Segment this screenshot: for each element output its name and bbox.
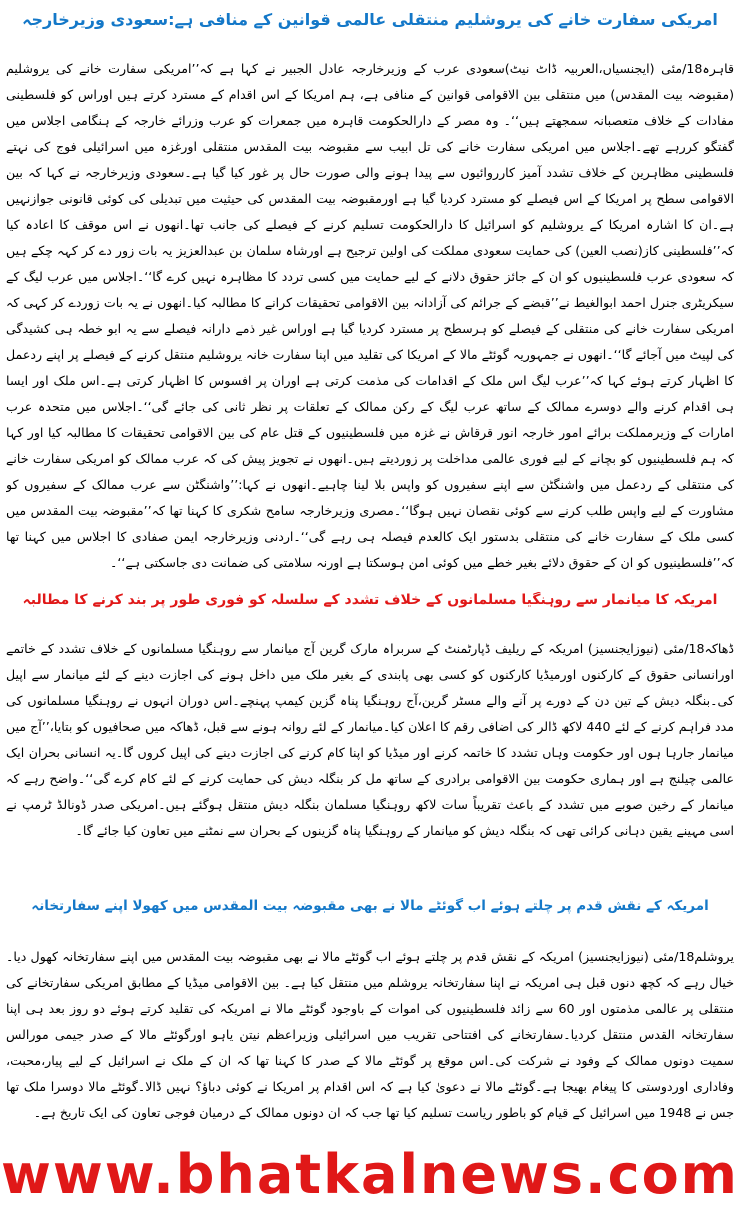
story3-headline: امریکہ کے نقش قدم پر چلتے ہوئے اب گوئٹے مالا نے بھی مقبوضہ بیت المقدس میں کھولا اپنے سفارتخانہ (31, 898, 709, 914)
story1-body: قاہرہ18/مئی (ایجنسیاں،العربیہ ڈاٹ نیٹ)سعودی عرب کے وزیرخارجہ عادل الجبیر نے کہا ہے کہ’’امریکی سفارت خانے کی یروشلیم (مقبوضہ بیت المقدس) میں منتقلی بین الاقوامی قوانین کے منافی ہے، ہم امریکا کے اس اقدام کے مسترد کرتے ہیں اوراس کو فلسطینی مفادات کے خلاف متعصبانہ سمجھتے ہیں‘‘۔ وہ مصر کے دارالحکومت قاہرہ میں جمعرات کو عرب وزرائے خارجہ کے ہنگامی اجلاس میں گفتگو کررہے تھے۔اجلاس میں امریکی سفارت خانے کی تل ابیب سے مقبوضہ بیت المقدس منتقلی اورغزہ میں اسرائیلی فوج کی نہتے فلسطینی مظاہرین کے خلاف تشدد آمیز کارروائیوں سے پیدا ہونے والی صورت حال پر غور کیا گیا ہے۔سعودی وزیرخارجہ نے کہا کہ بین الاقوامی سطح پر امریکا کے اس فیصلے کو مسترد کردیا گیا ہے اورمقبوضہ بیت المقدس کی حیثیت میں تبدیلی کی کوئی قانونی جوازنہیں ہے۔ان کا اشارہ امریکا کے یروشلیم کو اسرائیل کا دارالحکومت تسلیم کرنے کے فیصلے کی جانب تھا۔انھوں نے اس موقف کا اعادہ کیا کہ’’فلسطینی کاز(نصب العین) کی حمایت سعودی مملکت کی اولین ترجیح ہے اورشاہ سلمان بن عبدالعزیز یہ بات زور دے کر کہہ چکے ہیں کہ سعودی عرب فلسطینیوں کو ان کے جائز حقوق دلانے کے لیے حمایت میں کسی تردد کا مظاہرہ نہیں کرے گا‘‘۔اجلاس میں عرب لیگ کے سیکریٹری جنرل احمد ابوالغیط نے’’قبضے کے جرائم کی آزادانہ بین الاقوامی تحقیقات کرانے کا مطالبہ کیا۔انھوں نے یہ بات زوردے کر کہی کہ امریکی سفارت خانے کی منتقلی کے فیصلے کو ہرسطح پر مسترد کردیا گیا ہے اوراس غیر ذمے دارانہ فیصلے سے یہ ابو خطہ ہی کشیدگی کی لپیٹ میں آجائے گا‘‘۔انھوں نے جمہوریہ گوئٹے مالا کے امریکا کی تقلید میں اپنا سفارت خانہ یروشلیم منتقل کرنے کے فیصلے پر اپنے ردعمل کا اظہار کرتے ہوئے کہا کہ’’عرب لیگ اس ملک کے اقدامات کی مذمت کرتی ہے اوران پر افسوس کا اظہار کرتی ہے۔اس ملک اور ایسا ہی اقدام کرنے والے دوسرے ممالک کے ساتھ عرب لیگ کے رکن ممالک کے تعلقات پر نظر ثانی کی جائے گی‘‘۔اجلاس میں متحدہ عرب امارات کے وزیرمملکت برائے امور خارجہ انور قرقاش نے غزہ میں فلسطینیوں کے قتل عام کی بین الاقوامی تحقیقات کا مطالبہ کیا اور کہا کہ ہم فلسطینیوں کو بچانے کے لیے فوری عالمی مداخلت پر زوردیتے ہیں۔انھوں نے تجویز پیش کی کہ عرب ممالک کو امریکی سفارت خانے کی منتقلی کے ردعمل میں واشنگٹن سے اپنے سفیروں کو واپس بلا لینا چاہیے۔انھوں نے کہا:’’واشنگٹن سے عرب ممالک کے سفیروں کو مشاورت کے لیے واپس طلب کرنے سے کوئی نقصان نہیں ہوگا‘‘۔مصری وزیرخارجہ سامح شکری کا کہنا تھا کہ’’مقبوضہ بیت المقدس میں کسی ملک کے سفارت خانے کی منتقلی بدستور ایک کالعدم فیصلہ ہی رہے گی‘‘۔اردنی وزیرخارجہ ایمن صفادی کا اجلاس میں کہنا تھا کہ’’فلسطینیوں کو ان کے حقوق دلائے بغیر خطے میں کوئی امن ہوسکتا ہے اورنہ سلامتی کی ضمانت دی جاسکتی ہے‘‘۔ (6, 61, 734, 570)
story2-body: ڈھاکہ18/مئی (نیوزایجنسیز) امریکہ کے ریلیف ڈپارٹمنٹ کے سربراہ مارک گرین آج میانمار سے روہنگیا مسلمانوں کے خلاف تشدد کے خاتمے اورانسانی حقوق کے کارکنوں اورمیڈیا کارکنوں کو کسی بھی پابندی کے بغیر ملک میں داخل ہونے کی اجازت دینے کے لئے میانمار سے اپیل کی۔بنگلہ دیش کے تین دن کے دورے پر آنے والے مسٹر گرین،آج روہنگیا پناہ گزین کیمپ پہنچے۔اس دوران انہوں نے روہنگیا مسلمانوں کی مدد فراہم کرنے کے لئے 440 لاکھ ڈالر کی اضافی رقم کا اعلان کیا۔میانمار کے لئے روانہ ہونے سے قبل، ڈھاکہ میں صحافیوں کو بتایا،’’آج میں میانمار جارہا ہوں اور حکومت وہاں تشدد کا خاتمہ کرنے اور میڈیا کو اپنا کام کرنے کی اجازت دینے کی اپیل کروں گا۔یہ انسانی بحران ایک عالمی چیلنج ہے اور ہماری حکومت بین الاقوامی برادری کے ساتھ مل کر بنگلہ دیش کی حمایت کرنے کے لئے کام کرے گی‘‘۔واضح رہے کہ میانمار کے رخین صوبے میں تشدد کے باعث تقریباً سات لاکھ روہنگیا مسلمان بنگلہ دیش منتقل ہوگئے ہیں۔امریکی صدر ڈونالڈ ٹرمپ نے اسی مہینے یقین دہانی کرائی تھی کہ بنگلہ دیش کو میانمار کے روہنگیا پناہ گزینوں کے بحران سے نمٹنے میں تعاون کیا جائے گا۔ (6, 641, 734, 838)
story3-body: یروشلم18/مئی (نیوزایجنسیز) امریکہ کے نقش قدم پر چلتے ہوئے اب گوئٹے مالا نے بھی مقبوضہ بیت المقدس میں اپنے سفارتخانہ کھول دیا۔خیال رہے کہ کچھ دنوں قبل ہی امریکہ نے اپنا سفارتخانہ یروشلم میں منتقل کیا ہے۔ بین الاقوامی میڈیا کے مطابق امریکی سفارتخانے کی منتقلی پر عالمی مذمتوں اور 60 سے زائد فلسطینیوں کی اموات کے باوجود گوئٹے مالا نے امریکہ کی تقلید کرتے ہوئے دو روز بعد ہی اپنا سفارتخانہ القدس منتقل کردیا۔سفارتخانے کی افتتاحی تقریب میں اسرائیلی وزیراعظم نیتن یاہو اورگوئٹے مالا کے صدر جیمی مورالس سمیت دونوں ممالک کے وفود نے شرکت کی۔اس موقع پر گوئٹے مالا کے صدر کا کہنا تھا کہ ان کے ملک نے اسرائیل کے لیے پیار،محبت، وفاداری اوردوستی کا پیغام بھیجا ہے۔گوئٹے مالا نے دعویٰ کیا ہے کہ اس اقدام پر امریکا نے کوئی دباؤ؟ نہیں ڈالا۔گوئٹے مالا دوسرا ملک تھا جس نے 1948 میں اسرائیل کے قیام کو باطور ریاست تسلیم کیا تھا جب کہ ان دونوں ممالک کے درمیان فوجی تعاون کی ایک تاریخ ہے۔ (6, 949, 734, 1120)
story1-headline: امریکی سفارت خانے کی یروشلیم منتقلی عالمی قوانین کے منافی ہے:سعودی وزیرخارجہ (22, 10, 718, 29)
story2-headline: امریکہ کا میانمار سے روہنگیا مسلمانوں کے خلاف تشدد کے سلسلہ کو فوری طور پر بند کرنے کا مطالبہ (22, 592, 718, 608)
website-url[interactable]: www.bhatkalnews.com (1, 1143, 739, 1206)
